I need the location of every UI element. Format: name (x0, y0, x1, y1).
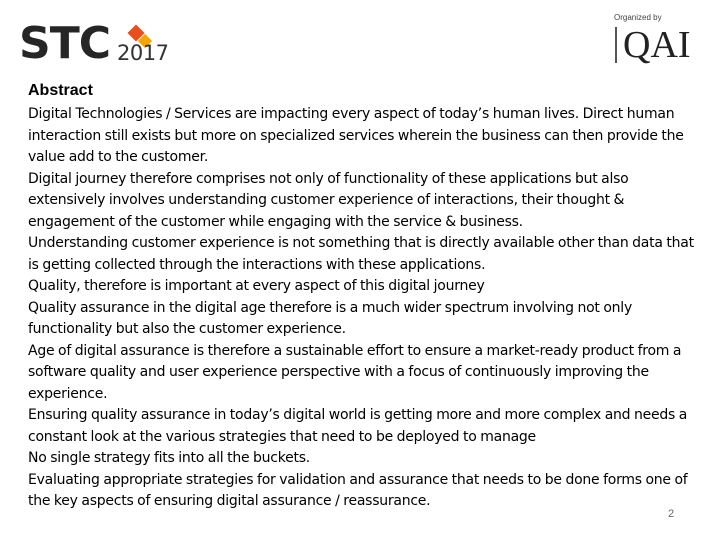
slide-heading: Abstract (28, 82, 93, 99)
qai-divider (615, 27, 617, 63)
paragraph: Digital Technologies / Services are impacting every aspect of today’s human lives. Direct human interaction still exists but more on specialized services wherein the business can then provide the value add to the customer. (28, 106, 684, 165)
stc-logo-text: STC (19, 18, 110, 69)
qai-logo-text: QAI (623, 24, 691, 66)
page-number: 2 (668, 508, 675, 520)
paragraph: Understanding customer experience is not something that is directly available other than data that is getting collected through the interactions with these applications. (28, 235, 694, 273)
paragraph: Age of digital assurance is therefore a sustainable effort to ensure a market-ready product from a software quality and user experience perspective with a focus of continuously improving the experience. (28, 342, 682, 402)
organized-by-label: Organized by (614, 13, 662, 22)
paragraph: Ensuring quality assurance in today’s digital world is getting more and more complex and needs a constant look at the various strategies that need to be deployed to manage (28, 407, 688, 445)
paragraph: No single strategy fits into all the buckets. (28, 450, 310, 466)
slide-header (0, 0, 720, 78)
paragraph: Evaluating appropriate strategies for validation and assurance that needs to be done forms one of the key aspects of ensuring digital assurance / reassurance. (28, 471, 688, 509)
paragraph: Quality, therefore is important at every aspect of this digital journey (28, 278, 485, 294)
stc-logo-year: 2017 (117, 41, 169, 65)
qai-logo (606, 11, 706, 69)
paragraph: Digital journey therefore comprises not only of functionality of these applications but also extensively involves understanding customer experience of interactions, their thought & engagement of the customer while engaging with the service & business. (28, 170, 629, 230)
paragraph: Quality assurance in the digital age therefore is a much wider spectrum involving not only functionality but also the customer experience. (28, 299, 632, 337)
abstract-body (28, 104, 698, 513)
